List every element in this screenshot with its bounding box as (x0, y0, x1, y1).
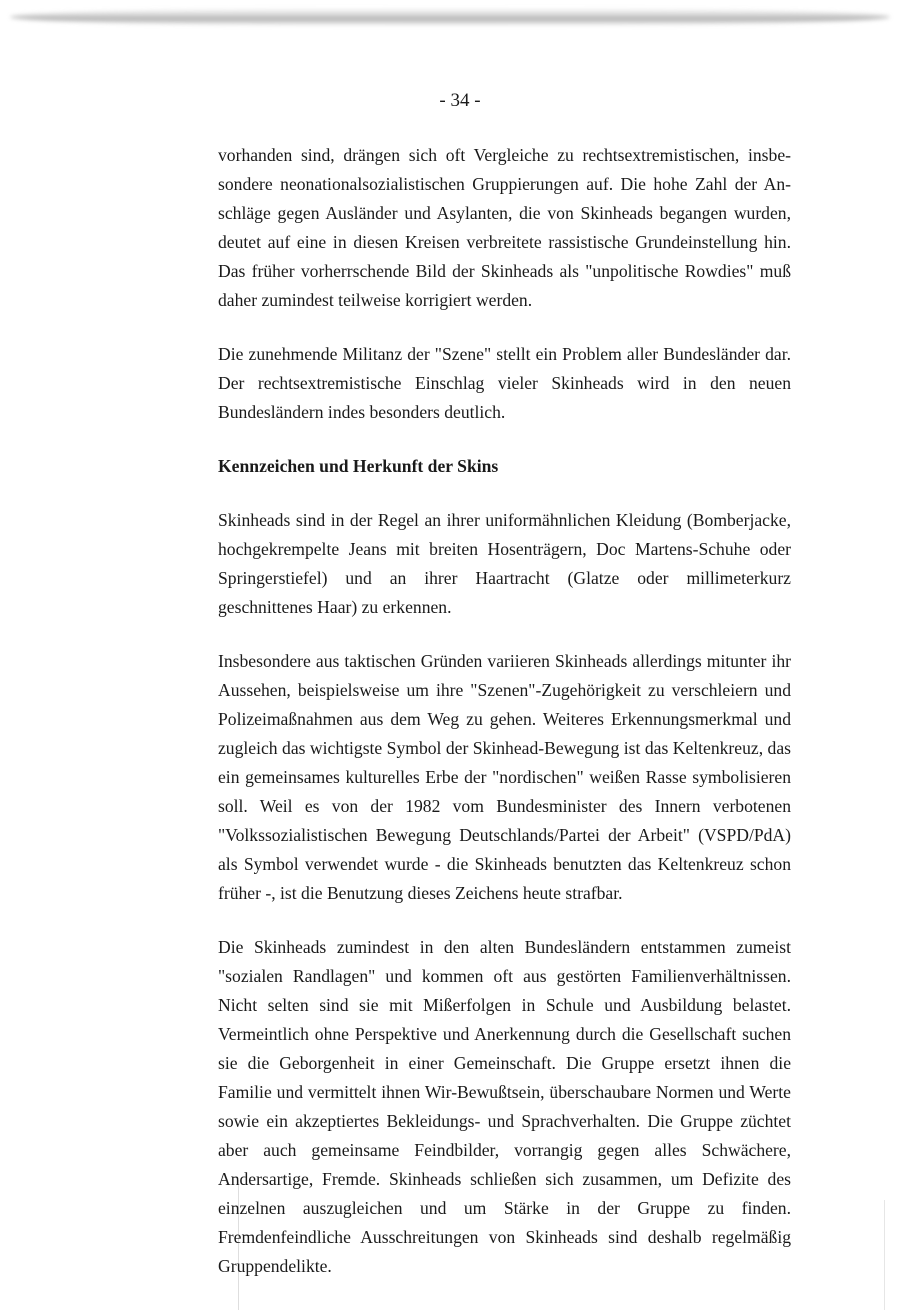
paragraph-origins: Die Skinheads zumindest in den alten Bundesländern entstammen zumeist "sozialen Randlagen" und kommen oft aus gestörten Familienverhältnissen. Nicht selten sind sie mit Mißerfolgen in Schule und Ausbildung belastet. Vermeintlich ohne Perspektive und Anerkennung durch die Gesellschaft suchen sie die Geborgenheit in einer Gemeinschaft. Die Gruppe ersetzt ihnen die Familie und vermittelt ihnen Wir-Bewußtsein, überschaubare Normen und Werte sowie ein akzeptiertes Bekleidungs- und Sprachverhalten. Die Gruppe züchtet aber auch gemeinsame Feindbilder, vorrangig gegen alles Schwächere, Andersartige, Fremde. Skinheads schließen sich zusammen, um Defizite des einzelnen auszugleichen und um Stärke in der Gruppe zu finden. Fremdenfeindliche Ausschreitungen von Skinheads sind deshalb regelmäßig Gruppendelikte. (218, 937, 791, 1276)
scan-artifact-top (10, 8, 890, 26)
section-heading: Kennzeichen und Herkunft der Skins (218, 456, 499, 476)
page-body (218, 141, 791, 1306)
paragraph-continuation: vorhanden sind, drängen sich oft Vergleiche zu rechtsextremistischen, insbesondere neonationalsozialistischen Gruppierungen auf. Die hohe Zahl der Anschläge gegen Ausländer und Asylanten, die von Skinheads begangen wurden, deutet auf eine in diesen Kreisen verbreitete rassistische Grundeinstellung hin. Das früher vorherrschende Bild der Skinheads als "unpolitische Rowdies" muß daher zumindest teilweise korrigiert werden. (218, 145, 791, 310)
paragraph-militancy: Die zunehmende Militanz der "Szene" stellt ein Problem aller Bundesländer dar. Der rechtsextremistische Einschlag vieler Skinheads wird in den neuen Bundesländern indes besonders deutlich. (218, 344, 791, 422)
paragraph-clothing: Skinheads sind in der Regel an ihrer uniformähnlichen Kleidung (Bomberjacke, hochgekrempelte Jeans mit breiten Hosenträgern, Doc Martens-Schuhe oder Springerstiefel) und an ihrer Haartracht (Glatze oder millimeterkurz geschnittenes Haar) zu erkennen. (218, 510, 791, 617)
scan-artifact-line-right (884, 1200, 885, 1310)
page-number: - 34 - (439, 90, 481, 111)
paragraph-symbols: Insbesondere aus taktischen Gründen variieren Skinheads allerdings mitunter ihr Aussehen, beispielsweise um ihre "Szenen"-Zugehörigkeit zu verschleiern und Polizeimaßnahmen aus dem Weg zu gehen. Weiteres Erkennungsmerkmal und zugleich das wichtigste Symbol der Skinhead-Bewegung ist das Keltenkreuz, das ein gemeinsames kulturelles Erbe der "nordischen" weißen Rasse symbolisieren soll. Weil es von der 1982 vom Bundesminister des Innern verbotenen "Volkssozialistischen Bewegung Deutschlands/Partei der Arbeit" (VSPD/PdA) als Symbol verwendet wurde - die Skinheads benutzten das Keltenkreuz schon früher -, ist die Benutzung dieses Zeichens heute strafbar. (218, 651, 791, 903)
